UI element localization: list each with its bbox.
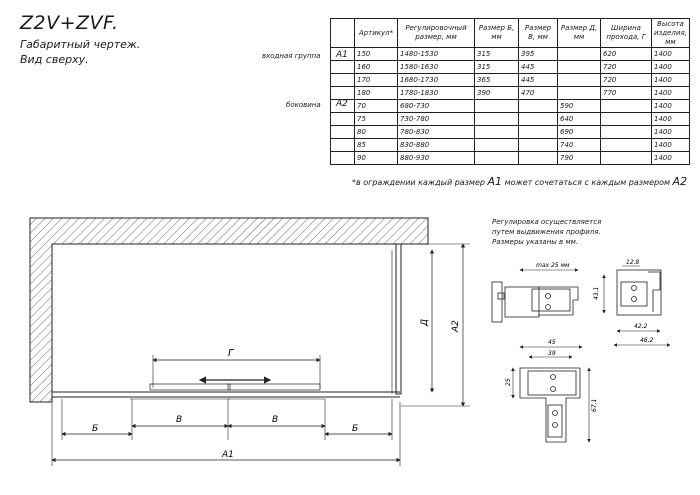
table-cell: 390 [475, 87, 519, 100]
table-cell: 780-830 [398, 126, 475, 139]
label-b-right: Б [352, 424, 359, 434]
table-cell: 880-930 [398, 152, 475, 165]
table-header: Артикул* [355, 19, 398, 48]
table-cell: 1400 [652, 113, 690, 126]
table-cell: 365 [475, 74, 519, 87]
wall-hatch [30, 218, 428, 402]
table-cell: 790 [558, 152, 601, 165]
table-cell: 395 [519, 48, 558, 61]
table-cell: 730-780 [398, 113, 475, 126]
label-671: 67,1 [591, 398, 598, 412]
footnote-middle: может сочетаться с каждым размером [502, 178, 673, 187]
table-cell: 75 [355, 113, 398, 126]
table-cell: 150 [355, 48, 398, 61]
label-25: 25 [505, 378, 512, 386]
label-max25: max 25 мм [536, 262, 570, 269]
profile-detail-1 [492, 270, 578, 322]
table-cell: 1400 [652, 100, 690, 113]
table-header: Размер В, мм [519, 19, 558, 48]
label-a2: A2 [451, 320, 461, 332]
drawing-subtitle: Габаритный чертеж. [20, 38, 141, 51]
table-cell: 315 [475, 48, 519, 61]
table-cell: 70 [355, 100, 398, 113]
group-code-a2: A2 [336, 99, 348, 109]
table-cell: 720 [601, 74, 652, 87]
table-cell: 640 [558, 113, 601, 126]
table-cell: 90 [355, 152, 398, 165]
label-39: 39 [548, 350, 556, 357]
table-cell: 720 [601, 61, 652, 74]
side-panel [396, 244, 401, 394]
table-header: Ширина прохода, Г [601, 19, 652, 48]
table-header: Регулировочный размер, мм [398, 19, 475, 48]
table-cell: 680-730 [398, 100, 475, 113]
drawing-title: Z2V+ZVF. [20, 12, 119, 34]
table-header: Размер Д, мм [558, 19, 601, 48]
label-128: 12,8 [626, 259, 640, 266]
table-header: Размер Б, мм [475, 19, 519, 48]
table-cell: 1480-1530 [398, 48, 475, 61]
label-d: Д [420, 318, 430, 326]
label-a1: A1 [222, 450, 234, 460]
table-cell: 1780-1830 [398, 87, 475, 100]
table-cell: 315 [475, 61, 519, 74]
adjust-note-1: Регулировка осуществляется [492, 218, 602, 226]
label-v-right: В [272, 415, 279, 425]
table-cell: 830-880 [398, 139, 475, 152]
profile-detail-2 [604, 266, 670, 345]
group-label-entrance: входная группа [262, 52, 321, 60]
table-cell: 80 [355, 126, 398, 139]
table-cell: 740 [558, 139, 601, 152]
table-header: Высота изделия, мм [652, 19, 690, 48]
table-cell: 620 [601, 48, 652, 61]
table-cell: 690 [558, 126, 601, 139]
table-cell: 470 [519, 87, 558, 100]
table-cell: 1400 [652, 61, 690, 74]
label-b-left: Б [92, 424, 99, 434]
footnote-a1: A1 [487, 175, 503, 188]
door-rails [52, 384, 400, 399]
table-cell: 590 [558, 100, 601, 113]
table-cell: 1400 [652, 152, 690, 165]
label-45: 45 [548, 339, 556, 346]
label-462: 46,2 [640, 337, 654, 344]
table-cell: 85 [355, 139, 398, 152]
table-cell: 1400 [652, 48, 690, 61]
table-cell: 445 [519, 61, 558, 74]
profile-detail-3 [513, 347, 589, 442]
footnote-prefix: *в ограждении каждый размер [352, 178, 488, 187]
label-gamma: Г [228, 348, 234, 359]
adjust-note-2: путем выдвижения профиля. [492, 228, 601, 236]
dim-bv [62, 399, 392, 440]
group-label-side: боковина [286, 101, 321, 109]
table-cell: 1400 [652, 87, 690, 100]
table-cell: 1400 [652, 139, 690, 152]
table-cell: 445 [519, 74, 558, 87]
drawing-subtitle-2: Вид сверху. [20, 53, 89, 66]
label-422: 42,2 [634, 323, 648, 330]
table-cell: 170 [355, 74, 398, 87]
group-code-a1: A1 [336, 50, 348, 60]
table-cell: 1580-1630 [398, 61, 475, 74]
label-v-left: В [176, 415, 183, 425]
table-cell: 180 [355, 87, 398, 100]
table-cell: 1400 [652, 74, 690, 87]
table-cell: 1400 [652, 126, 690, 139]
footnote-a2: A2 [672, 175, 688, 188]
label-431: 43,1 [593, 286, 600, 300]
table-cell: 160 [355, 61, 398, 74]
adjust-note-3: Размеры указаны в мм. [492, 238, 579, 246]
table-cell: 1680-1730 [398, 74, 475, 87]
table-cell: 770 [601, 87, 652, 100]
